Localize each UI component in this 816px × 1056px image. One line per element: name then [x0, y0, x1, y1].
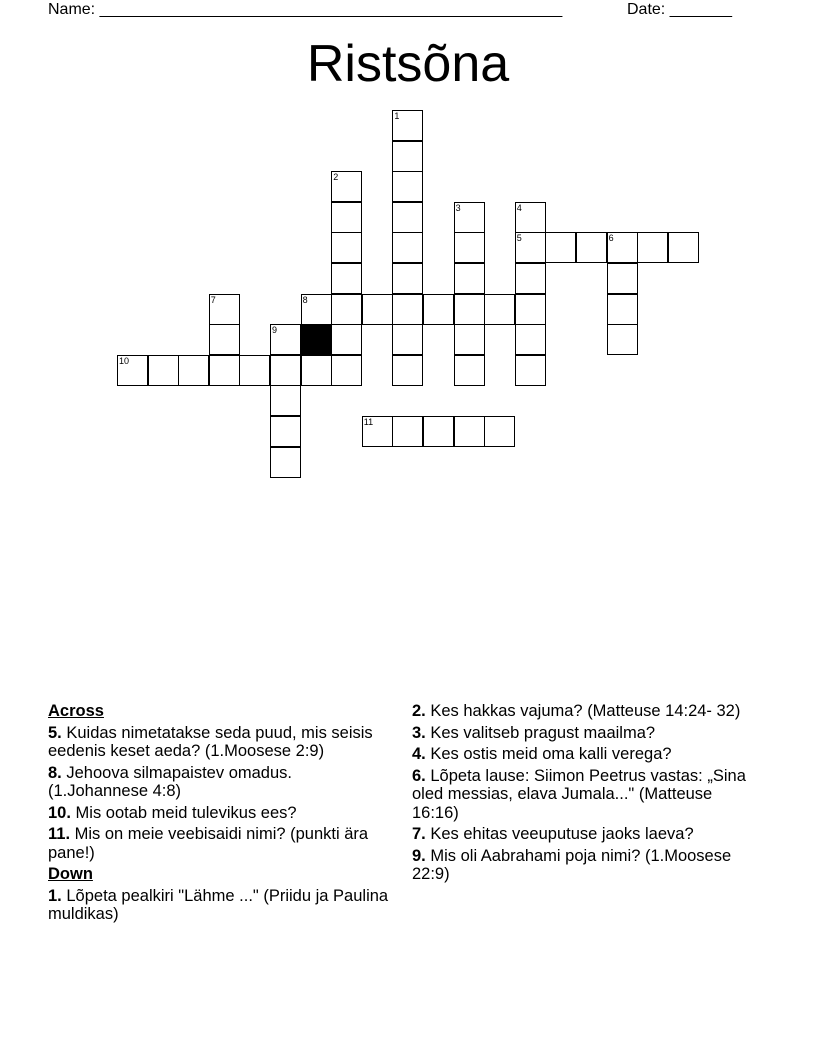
down-clue-list-left — [48, 887, 393, 924]
down-heading: Down — [48, 865, 93, 883]
clue-number-1: 1 — [394, 111, 400, 121]
grid-cell[interactable] — [209, 355, 240, 386]
grid-cell[interactable] — [270, 324, 301, 355]
grid-cell[interactable] — [454, 202, 485, 233]
grid-cell[interactable] — [392, 202, 423, 233]
grid-cell[interactable] — [484, 294, 515, 325]
grid-cell[interactable] — [392, 324, 423, 355]
grid-cell[interactable] — [331, 232, 362, 263]
clue-number-2: 2 — [333, 172, 339, 183]
clue-item — [48, 887, 393, 924]
clue-number: 7. — [412, 825, 426, 843]
clue-number: 10. — [48, 803, 71, 822]
grid-cell[interactable] — [607, 263, 638, 294]
clue-number-8: 8 — [302, 294, 308, 305]
grid-cell[interactable] — [454, 294, 485, 325]
grid-cell[interactable] — [545, 232, 576, 263]
grid-cell[interactable] — [423, 416, 454, 447]
grid-cell[interactable] — [148, 355, 179, 386]
grid-cell[interactable] — [392, 171, 423, 202]
clue-text: Kes ostis meid oma kalli verega? — [430, 745, 672, 763]
grid-cell[interactable] — [607, 324, 638, 355]
grid-cell-black — [301, 324, 332, 355]
across-clue-list — [48, 724, 393, 863]
grid-cell[interactable] — [392, 355, 423, 386]
clue-item — [48, 804, 393, 823]
clue-item — [48, 825, 393, 862]
grid-cell[interactable] — [178, 355, 209, 386]
grid-cell[interactable] — [117, 355, 148, 386]
grid-cell[interactable] — [209, 294, 240, 325]
grid-cell[interactable] — [209, 324, 240, 355]
clues-left-column — [48, 702, 393, 927]
page-title: Ristsõna — [306, 35, 510, 93]
grid-cell[interactable] — [301, 294, 332, 325]
name-field[interactable]: Name: ____________________________________________________ — [48, 1, 563, 18]
grid-cell[interactable] — [270, 355, 301, 386]
clue-item — [48, 724, 393, 761]
grid-cell[interactable] — [331, 202, 362, 233]
clue-item — [412, 702, 762, 721]
grid-cell[interactable] — [576, 232, 607, 263]
grid-cell[interactable] — [392, 141, 423, 172]
clue-number: 5. — [48, 723, 62, 742]
grid-cell[interactable] — [270, 385, 301, 416]
grid-cell[interactable] — [301, 355, 332, 386]
grid-cell[interactable] — [454, 324, 485, 355]
grid-cell[interactable] — [637, 232, 668, 263]
date-field[interactable]: Date: _______ — [627, 1, 732, 18]
grid-cell[interactable] — [515, 355, 546, 386]
clue-number: 8. — [48, 763, 62, 782]
clue-item — [412, 825, 762, 844]
grid-cell[interactable] — [454, 263, 485, 294]
clue-text: Mis ootab meid tulevikus ees? — [75, 803, 297, 822]
clue-text: Jehoova silmapaistev omadus. (1.Johannese 4:8) — [48, 763, 292, 800]
clue-item — [412, 847, 762, 884]
grid-cell[interactable] — [423, 294, 454, 325]
clues-right-column — [412, 702, 762, 887]
grid-cell[interactable] — [515, 324, 546, 355]
clue-text: Kuidas nimetatakse seda puud, mis seisis eedenis keset aeda? (1.Moosese 2:9) — [48, 723, 373, 760]
clue-item — [48, 764, 393, 801]
grid-cell[interactable] — [392, 232, 423, 263]
clue-number: 1. — [48, 886, 62, 905]
grid-cell[interactable] — [515, 202, 546, 233]
grid-cell[interactable] — [331, 324, 362, 355]
clue-number-4: 4 — [516, 202, 522, 213]
grid-cell[interactable] — [515, 263, 546, 294]
clue-text: Kes valitseb pragust maailma? — [430, 723, 656, 742]
grid-cell[interactable] — [239, 355, 270, 386]
down-clue-list-right — [412, 702, 762, 884]
clue-text: Mis oli Aabrahami poja nimi? (1.Moosese 22:9) — [412, 846, 732, 883]
grid-cell[interactable] — [454, 232, 485, 263]
grid-cell[interactable] — [331, 171, 362, 202]
clue-number-3: 3 — [455, 202, 461, 213]
grid-cell[interactable] — [331, 355, 362, 386]
clue-number-10: 10 — [119, 355, 130, 366]
grid-cell[interactable] — [515, 294, 546, 325]
clue-number: 4. — [412, 745, 426, 763]
grid-cell[interactable] — [484, 416, 515, 447]
grid-cell[interactable] — [331, 263, 362, 294]
clue-item — [412, 745, 762, 764]
grid-cell[interactable] — [392, 110, 423, 141]
grid-cell[interactable] — [454, 416, 485, 447]
clue-text: Lõpeta lause: Siimon Peetrus vastas: „Sina oled messias, elava Jumala..." (Matteuse 16:16) — [412, 766, 746, 822]
clue-number-11: 11 — [363, 417, 374, 427]
grid-cell[interactable] — [607, 294, 638, 325]
clue-text: Mis on meie veebisaidi nimi? (punkti ära pane!) — [48, 825, 369, 862]
grid-cell[interactable] — [392, 263, 423, 294]
clue-number-5: 5 — [516, 233, 522, 244]
grid-cell[interactable] — [668, 232, 699, 263]
clue-item — [412, 724, 762, 743]
grid-cell[interactable] — [392, 416, 423, 447]
grid-cell[interactable] — [515, 232, 546, 263]
grid-cell[interactable] — [331, 294, 362, 325]
grid-cell[interactable] — [270, 447, 301, 478]
clue-number: 11. — [48, 825, 71, 843]
grid-cell[interactable] — [362, 416, 393, 447]
clue-number: 9. — [412, 846, 426, 865]
clue-number-7: 7 — [210, 294, 216, 305]
grid-cell[interactable] — [607, 232, 638, 263]
clue-item — [412, 767, 762, 823]
grid-cell[interactable] — [392, 294, 423, 325]
grid-cell[interactable] — [362, 294, 393, 325]
clue-text: Kes ehitas veeuputuse jaoks laeva? — [430, 825, 694, 843]
crossword-grid — [0, 0, 816, 500]
grid-cell[interactable] — [270, 416, 301, 447]
clue-number: 2. — [412, 702, 426, 720]
clue-text: Lõpeta pealkiri "Lähme ..." (Priidu ja Paulina muldikas) — [48, 886, 389, 923]
across-heading: Across — [48, 702, 104, 720]
grid-cell[interactable] — [454, 355, 485, 386]
clue-number-9: 9 — [272, 325, 278, 336]
clue-number: 6. — [412, 766, 426, 785]
clue-text: Kes hakkas vajuma? (Matteuse 14:24- 32) — [430, 702, 741, 720]
clue-number-6: 6 — [608, 233, 614, 244]
clue-number: 3. — [412, 723, 426, 742]
